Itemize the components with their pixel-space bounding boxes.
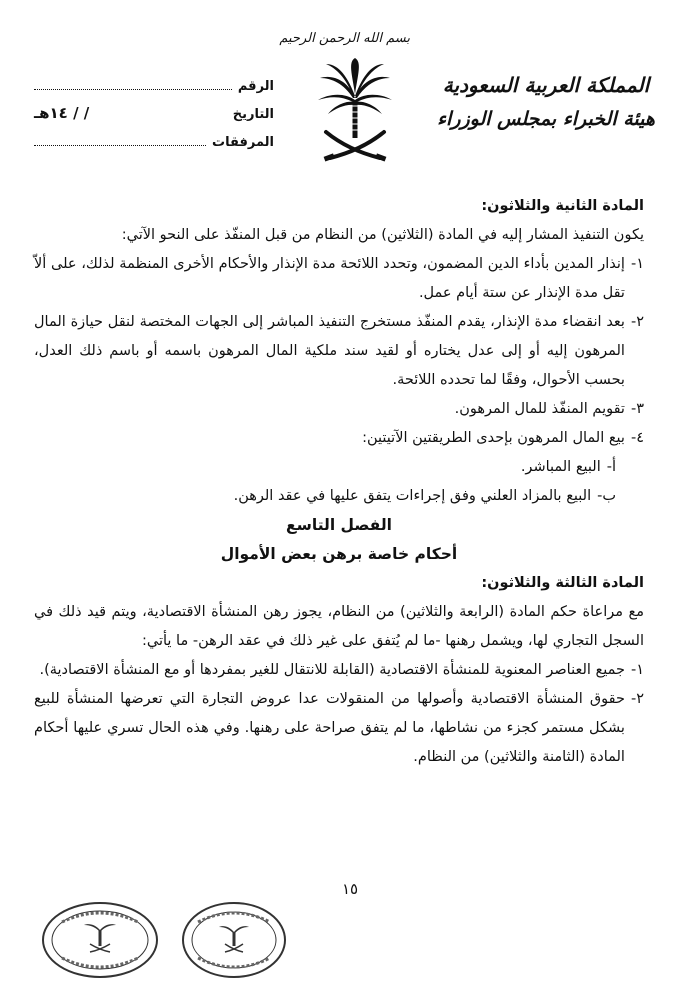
date-label: التاريخ [232,107,274,122]
article-33-intro: مع مراعاة حكم المادة (الرابعة والثلاثين) من النظام، يجوز رهن المنشأة الاقتصادية، ويتم قيد ذلك في السجل التجاري لها، ويشمل رهنها -ما لم يُتفق على غير ذلك في عقد الرهن- ما يأتي: [34,604,644,649]
chapter-title: الفصل التاسع [286,516,392,534]
item-number: ٣- [630,401,644,417]
reference-line [34,75,232,90]
item-text: حقوق المنشأة الاقتصادية وأصولها من المنقولات عدا عروض التجارة التي تعرضها المنشأة للبيع بشكل مستمر كجزء من نشاطها، ما لم يتفق صراحة على رهنها. وفي هذه الحال تسري عليها أحكام المادة (الثامنة والثلاثين) من النظام. [34,691,625,765]
item-text: تقويم المنفّذ للمال المرهون. [454,401,625,417]
attachments-label: المرفقات [212,135,274,150]
list-item [34,250,644,308]
item-number: ٤- [630,430,644,446]
chapter-subtitle: أحكام خاصة برهن بعض الأموال [220,545,458,563]
item-number: ١- [630,662,644,678]
official-stamp-right-icon [180,900,288,980]
list-item [34,656,644,685]
article-33-title: المادة الثالثة والثلاثون: [481,575,644,591]
authority-name: هيئة الخبراء بمجلس الوزراء [437,108,655,130]
date-value: / / ١٤هـ [34,104,90,122]
kingdom-name: المملكة العربية السعودية [442,73,650,97]
item-text: جميع العناصر المعنوية للمنشأة الاقتصادية (القابلة للانتقال للغير بمفردها أو مع المنشأة الاقتصادية). [39,662,625,678]
palm-swords-emblem-icon [318,58,392,166]
article-32-intro: يكون التنفيذ المشار إليه في المادة (الثلاثين) من النظام من قبل المنفّذ على النحو الآتي: [121,227,644,243]
attachments-line [34,131,206,146]
official-stamp-left-icon [40,900,160,980]
item-number: ٢- [630,314,644,330]
list-item [34,685,644,772]
list-item [34,424,644,453]
reference-label: الرقم [237,79,274,94]
subitem-letter: أ- [606,459,616,475]
subitem-letter: ب- [597,488,616,504]
subitem-text: البيع المباشر. [520,459,601,475]
item-text: بعد انقضاء مدة الإنذار، يقدم المنفّذ مستخرج التنفيذ المباشر إلى الجهات المختصة لنقل حيازة المال المرهون إليه أو إلى عدل يختاره أو لقيد سند ملكية المال المرهون باسمه أو باسم ذلك العدل، بحسب الأحوال، وفقًا لما تحدده اللائحة. [34,314,625,388]
sub-list-item [34,482,644,511]
reference-row [34,66,274,94]
item-number: ١- [630,256,644,272]
letterhead-title [426,68,666,136]
item-number: ٢- [630,691,644,707]
document-body [34,192,644,772]
item-text: إنذار المدين بأداء الدين المضمون، وتحدد اللائحة مدة الإنذار والأحكام الأخرى المنظمة لذلك، على ألاّ تقل مدة الإنذار عن ستة أيام عمل. [34,256,625,301]
date-row [34,94,274,122]
reference-block [34,66,274,150]
basmala-calligraphy: بسم الله الرحمن الرحيم [279,31,410,46]
attachments-row [34,122,274,150]
item-text: بيع المال المرهون بإحدى الطريقتين الآتيتين: [362,430,625,446]
article-32-title: المادة الثانية والثلاثون: [481,198,644,214]
sub-list-item [34,453,644,482]
list-item [34,395,644,424]
page-number: ١٥ [341,880,359,898]
list-item [34,308,644,395]
subitem-text: البيع بالمزاد العلني وفق إجراءات يتفق عليها في عقد الرهن. [233,488,592,504]
